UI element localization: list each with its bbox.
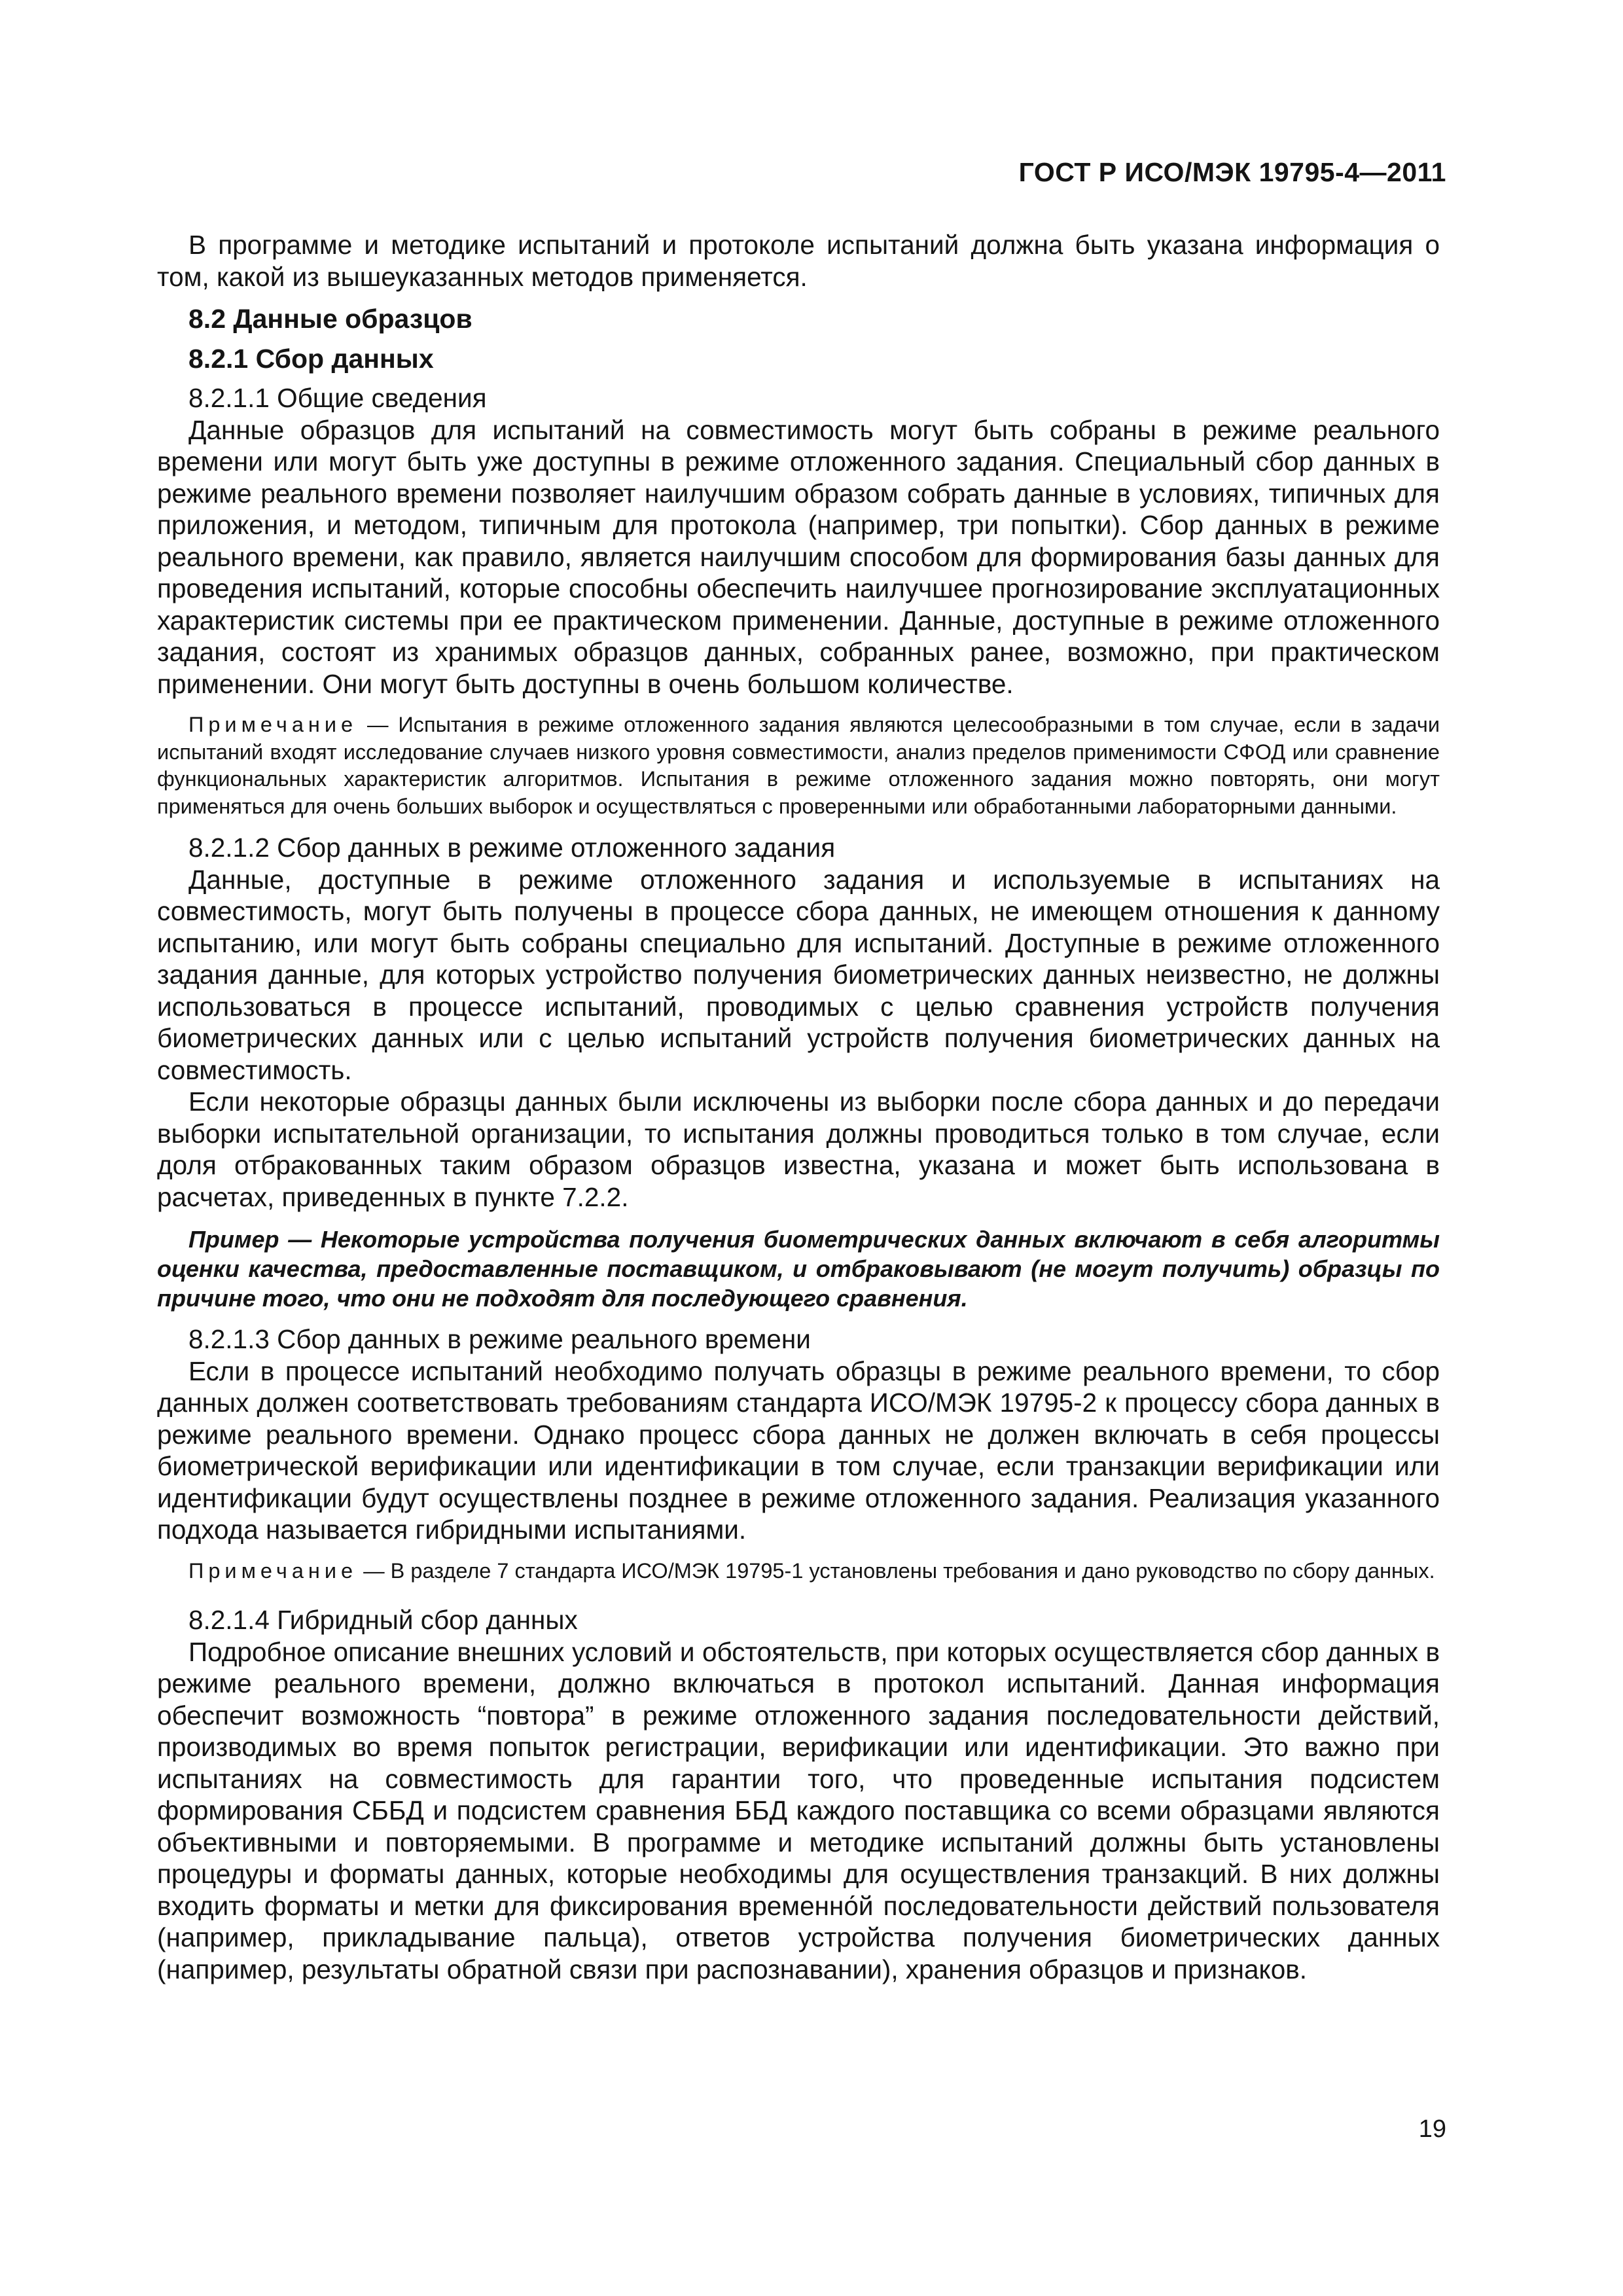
subsection-heading-8-2-1-2: 8.2.1.2 Сбор данных в режиме отложенного задания: [188, 833, 836, 863]
paragraph-8-2-1-4: Подробное описание внешних условий и обстоятельств, при которых осуществляется сбор данных в режиме реального времени, должно включаться в протокол испытаний. Данная информация обеспечит возможность “повтора” в режиме отложенного задания последовательности действий, производимых во время попыток регистрации, верификации или идентификации. Это важно при испытаниях на совместимость для гарантии того, что проведенные испытания подсистем формирования СББД и подсистем сравнения ББД каждого поставщика со всеми образцами являются объективными и повторяемыми. В программе и методике испытаний должны быть установлены процедуры и форматы данных, которые необходимы для осуществления транзакций. В них должны входить форматы и метки для фиксирования временно́й последовательности действий пользователя (например, прикладывание пальца), ответов устройства получения биометрических данных (например, результаты обратной связи при распознавании), хранения образцов и признаков.: [157, 1636, 1440, 1984]
subsection-heading-8-2-1-1: 8.2.1.1 Общие сведения: [188, 383, 487, 413]
note-text: — Испытания в режиме отложенного задания являются целесообразными в том случае, если в задачи испытаний входят исследование случаев низкого уровня совместимости, анализ пределов применимости СФОД или сравнение функциональных характеристик алгоритмов. Испытания в режиме отложенного задания можно повторять, они могут применяться для очень больших выборок и осуществляться с проверенными или обработанными лабораторными данными.: [157, 713, 1440, 818]
page-number: 19: [1418, 2115, 1446, 2143]
note-label: Примечание: [188, 1558, 358, 1583]
example-8-2-1-2: Пример — Некоторые устройства получения биометрических данных включают в себя алгоритмы оценки качества, предоставленные поставщиком, и отбраковывают (не могут получить) образцы по причине того, что они не подходят для последующего сравнения.: [157, 1226, 1440, 1312]
paragraph-8-2-1-2-b: Если некоторые образцы данных были исключены из выборки после сбора данных и до передачи выборки испытательной организации, то испытания должны проводиться только в том случае, если доля отбракованных таким образом образцов известна, указана и может быть использована в расчетах, приведенных в пункте 7.2.2.: [157, 1086, 1440, 1212]
subsection-heading-8-2-1-3: 8.2.1.3 Сбор данных в режиме реального времени: [188, 1324, 811, 1354]
paragraph-8-2-1-1: Данные образцов для испытаний на совместимость могут быть собраны в режиме реального времени или могут быть уже доступны в режиме отложенного задания. Специальный сбор данных в режиме реального времени позволяет наилучшим образом собрать данные в условиях, типичных для приложения, и методом, типичным для протокола (например, три попытки). Сбор данных в режиме реального времени, как правило, является наилучшим способом для формирования базы данных для проведения испытаний, которые способны обеспечить наилучшее прогнозирование эксплуатационных характеристик системы при ее практическом применении. Данные, доступные в режиме отложенного задания, состоят из хранимых образцов данных, собранных ранее, возможно, при практическом применении. Они могут быть доступны в очень большом количестве.: [157, 414, 1440, 699]
intro-paragraph: В программе и методике испытаний и протоколе испытаний должна быть указана информация о том, какой из вышеуказанных методов применяется.: [157, 230, 1440, 292]
note-8-2-1-3: [157, 1558, 1440, 1585]
note-text: — В разделе 7 стандарта ИСО/МЭК 19795-1 установлены требования и дано руководство по сбору данных.: [357, 1558, 1435, 1583]
section-heading-8-2-1: 8.2.1 Сбор данных: [188, 343, 434, 374]
section-heading-8-2: 8.2 Данные образцов: [188, 304, 473, 334]
subsection-heading-8-2-1-4: 8.2.1.4 Гибридный сбор данных: [188, 1605, 578, 1635]
document-body: [157, 229, 1440, 1985]
note-label: Примечание: [188, 713, 358, 736]
document-header: ГОСТ Р ИСО/МЭК 19795-4—2011: [1018, 157, 1446, 187]
note-8-2-1-1: [157, 711, 1440, 820]
paragraph-8-2-1-3: Если в процессе испытаний необходимо получать образцы в режиме реального времени, то сбор данных должен соответствовать требованиям стандарта ИСО/МЭК 19795-2 к процессу сбора данных в режиме реального времени. Однако процесс сбора данных не должен включать в себя процессы биометрической верификации или идентификации в том случае, если транзакции верификации или идентификации будут осуществлены позднее в режиме отложенного задания. Реализация указанного подхода называется гибридными испытаниями.: [157, 1355, 1440, 1545]
paragraph-8-2-1-2-a: Данные, доступные в режиме отложенного задания и используемые в испытаниях на совместимость, могут быть получены в процессе сбора данных, не имеющем отношения к данному испытанию, или могут быть собраны специально для испытаний. Доступные в режиме отложенного задания данные, для которых устройство получения биометрических данных неизвестно, не должны использоваться в процессе испытаний, проводимых с целью сравнения устройств получения биометрических данных или с целью испытаний устройств получения биометрических данных на совместимость.: [157, 864, 1440, 1085]
